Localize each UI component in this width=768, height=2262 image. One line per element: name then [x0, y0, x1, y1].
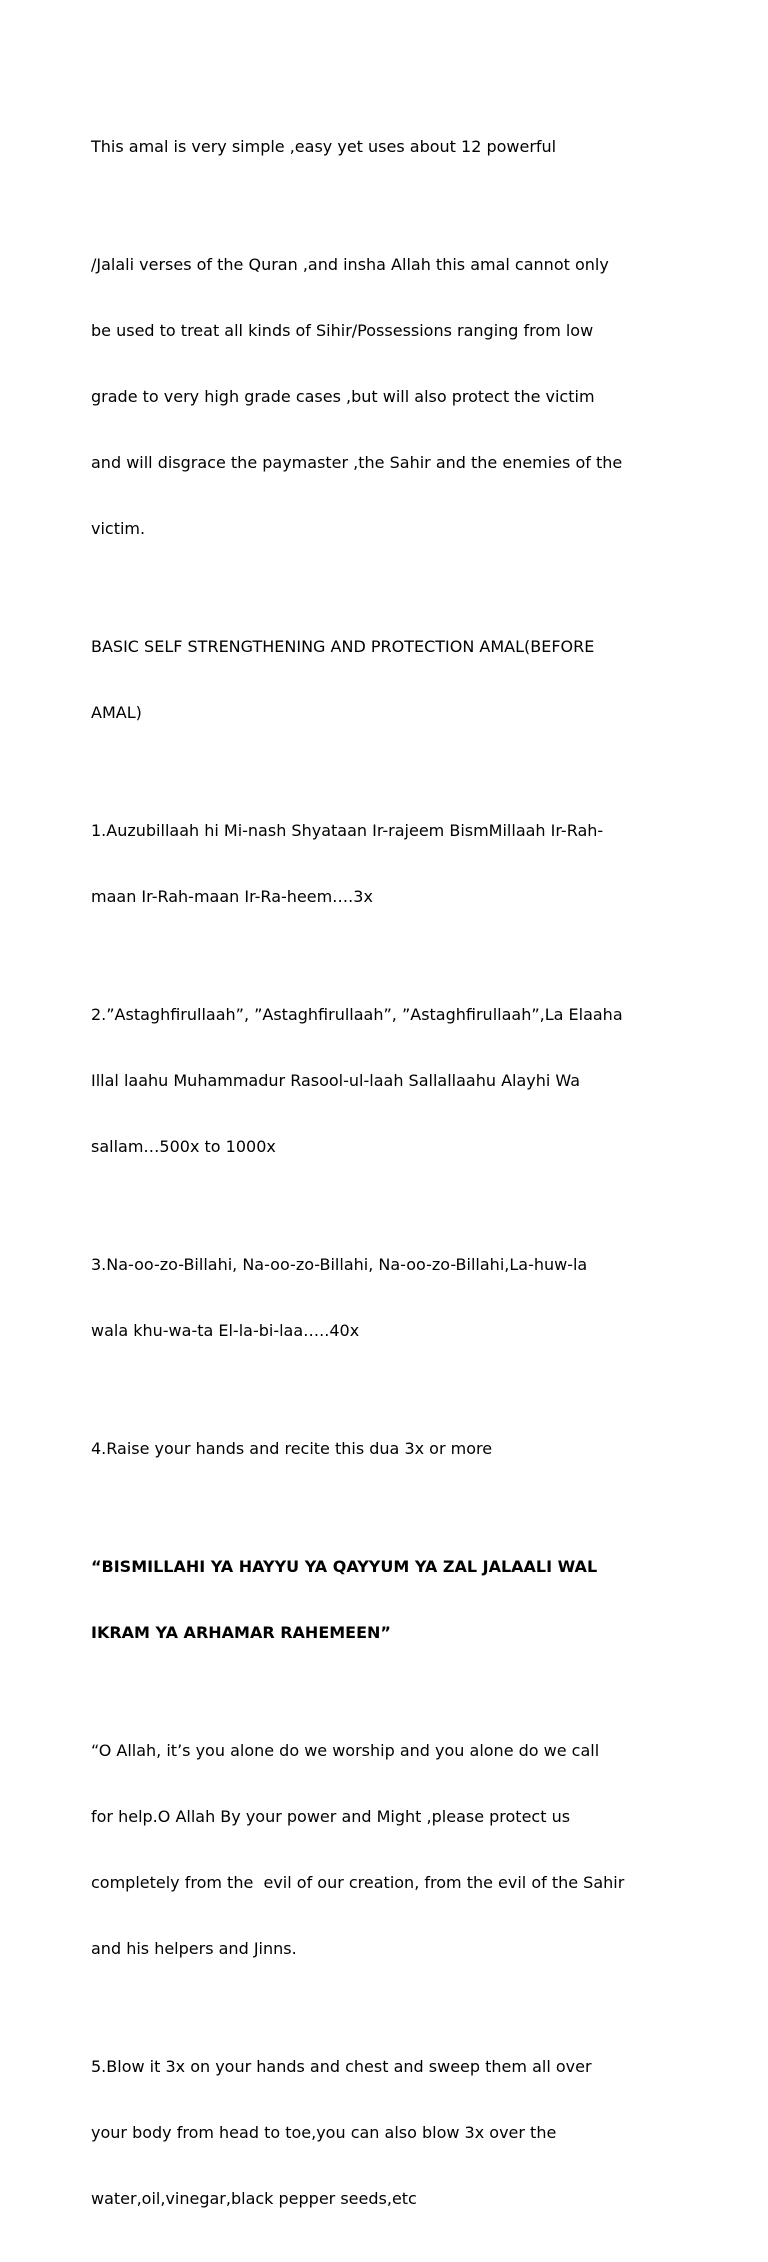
text-line: victim. [91, 519, 146, 538]
text-line: wala khu-wa-ta El-la-bi-laa…..40x [91, 1321, 360, 1340]
text-line: completely from the evil of our creation, from the evil of the Sahir [91, 1873, 625, 1892]
paragraph-dua [91, 1512, 691, 1688]
document-page [91, 92, 691, 2262]
text-line: “BISMILLAHI YA HAYYU YA QAYYUM YA ZAL JALAALI WAL [91, 1557, 598, 1576]
text-line: your body from head to toe,you can also blow 3x over the [91, 2123, 557, 2142]
paragraph-step-3 [91, 1210, 691, 1386]
text-line: BASIC SELF STRENGTHENING AND PROTECTION AMAL(BEFORE [91, 637, 595, 656]
text-line: and his helpers and Jinns. [91, 1939, 297, 1958]
text-line: 3.Na-oo-zo-Billahi, Na-oo-zo-Billahi, Na-oo-zo-Billahi,La-huw-la [91, 1255, 588, 1274]
text-line: and will disgrace the paymaster ,the Sahir and the enemies of the [91, 453, 623, 472]
paragraph-step-2 [91, 960, 691, 1202]
paragraph-step-5 [91, 2012, 691, 2254]
text-line: grade to very high grade cases ,but will also protect the victim [91, 387, 595, 406]
text-line: IKRAM YA ARHAMAR RAHEMEEN” [91, 1623, 391, 1642]
paragraph-heading [91, 592, 691, 768]
text-line: 2.”Astaghfirullaah”, ”Astaghfirullaah”, ”Astaghfirullaah”,La Elaaha [91, 1005, 623, 1024]
text-line: water,oil,vinegar,black pepper seeds,etc [91, 2189, 417, 2208]
text-line: 5.Blow it 3x on your hands and chest and sweep them all over [91, 2057, 592, 2076]
text-line: 1.Auzubillaah hi Mi-nash Shyataan Ir-rajeem BismMillaah Ir-Rah- [91, 821, 604, 840]
text-line: Illal laahu Muhammadur Rasool-ul-laah Sallallaahu Alayhi Wa [91, 1071, 580, 1090]
text-line: maan Ir-Rah-maan Ir-Ra-heem….3x [91, 887, 373, 906]
paragraph-translation [91, 1696, 691, 2004]
paragraph-intro [91, 92, 691, 202]
paragraph-description [91, 210, 691, 584]
paragraph-step-4 [91, 1394, 691, 1504]
text-line: /Jalali verses of the Quran ,and insha Allah this amal cannot only [91, 255, 609, 274]
text-line: 4.Raise your hands and recite this dua 3x or more [91, 1439, 493, 1458]
text-line: AMAL) [91, 703, 142, 722]
text-line: This amal is very simple ,easy yet uses about 12 powerful [91, 137, 557, 156]
text-line: be used to treat all kinds of Sihir/Possessions ranging from low [91, 321, 594, 340]
text-line: sallam…500x to 1000x [91, 1137, 276, 1156]
text-line: “O Allah, it’s you alone do we worship and you alone do we call [91, 1741, 600, 1760]
paragraph-step-1 [91, 776, 691, 952]
text-line: for help.O Allah By your power and Might ,please protect us [91, 1807, 571, 1826]
